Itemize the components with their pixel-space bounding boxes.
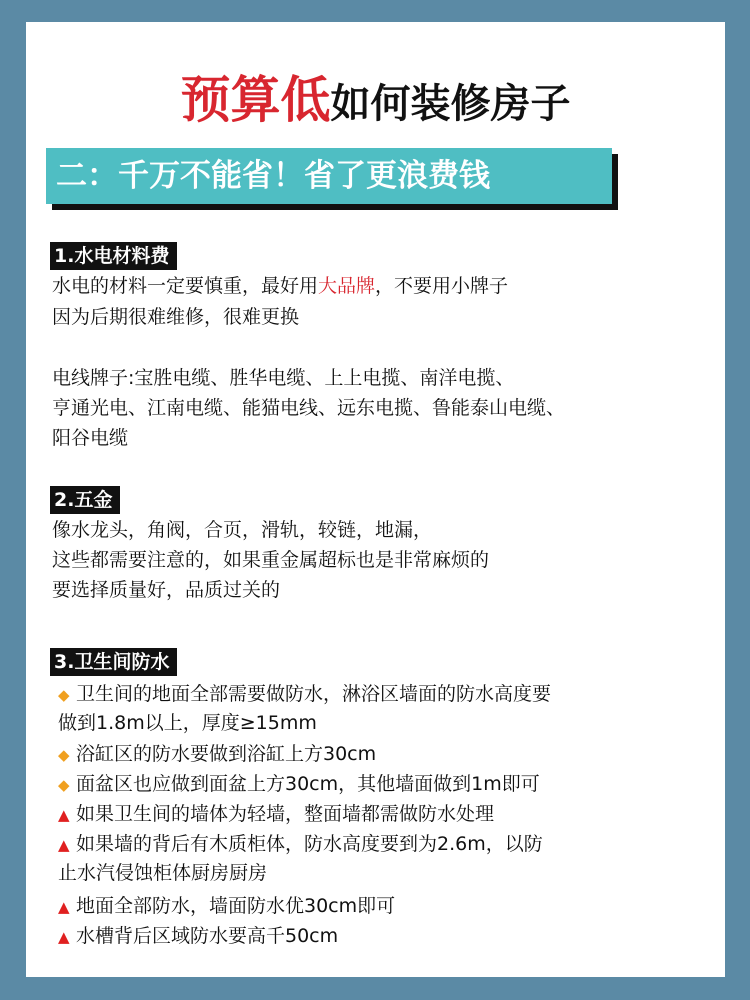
list-item [58,830,543,859]
text-line: 因为后期很难维修，很难更换 [52,306,300,328]
item-text: 如果卫生间的墙体为轻墙，整面墙都需做防水处理 [76,803,495,825]
text-segment: ，不要用小牌子 [375,275,509,297]
list-item [58,680,551,709]
diamond-bullet-icon: ◆ [58,776,70,794]
highlight-brand: 大品牌 [318,275,376,297]
page-title [26,70,725,142]
item-text: 如果墙的背后有木质柜体，防水高度要到为2.6m，以防 [76,833,543,855]
list-item [58,892,395,921]
text-line: 像水龙头，角阀，合页，滑轨，较链，地漏， [52,519,433,541]
title-highlight: 预算低 [180,71,331,129]
item-text: 浴缸区的防水要做到浴缸上方30cm [76,743,377,765]
list-item [58,770,540,799]
text-line: 这些都需要注意的，如果重金属超标也是非常麻烦的 [52,549,490,571]
text-line: 电线牌子:宝胜电缆、胜华电缆、上上电揽、南洋电揽、 [52,367,515,389]
text-line: 要选择质量好，品质过关的 [52,579,281,601]
list-item [58,922,338,951]
list-item [58,800,494,829]
text-line: 阳谷电缆 [52,427,129,449]
list-item [58,740,376,769]
diamond-bullet-icon: ◆ [58,686,70,704]
section-label-water-electric: 1.水电材料费 [50,242,177,270]
diamond-bullet-icon: ◆ [58,746,70,764]
list-item-continuation: 止水汽侵蚀柜体厨房厨房 [58,862,268,884]
list-item-continuation: 做到1.8m以上，厚度≥15mm [58,712,317,734]
text-segment: 水电的材料一定要慎重，最好用 [52,275,319,297]
section-label-bathroom-waterproof: 3.卫生间防水 [50,648,177,676]
triangle-bullet-icon: ▲ [58,928,70,946]
item-text: 面盆区也应做到面盆上方30cm，其他墙面做到1m即可 [76,773,540,795]
triangle-bullet-icon: ▲ [58,836,70,854]
text-line: 亨通光电、江南电缆、能猫电线、远东电揽、鲁能泰山电缆、 [52,397,566,419]
item-text: 水槽背后区域防水要高千50cm [76,925,339,947]
title-rest: 如何装修房子 [330,81,571,127]
content-card [26,22,725,977]
section-label-hardware: 2.五金 [50,486,120,514]
triangle-bullet-icon: ▲ [58,806,70,824]
triangle-bullet-icon: ▲ [58,898,70,916]
section-banner: 二：千万不能省！省了更浪费钱 [46,148,612,204]
item-text: 地面全部防水，墙面防水优30cm即可 [76,895,396,917]
item-text: 卫生间的地面全部需要做防水，淋浴区墙面的防水高度要 [76,683,552,705]
text-line [52,272,508,300]
